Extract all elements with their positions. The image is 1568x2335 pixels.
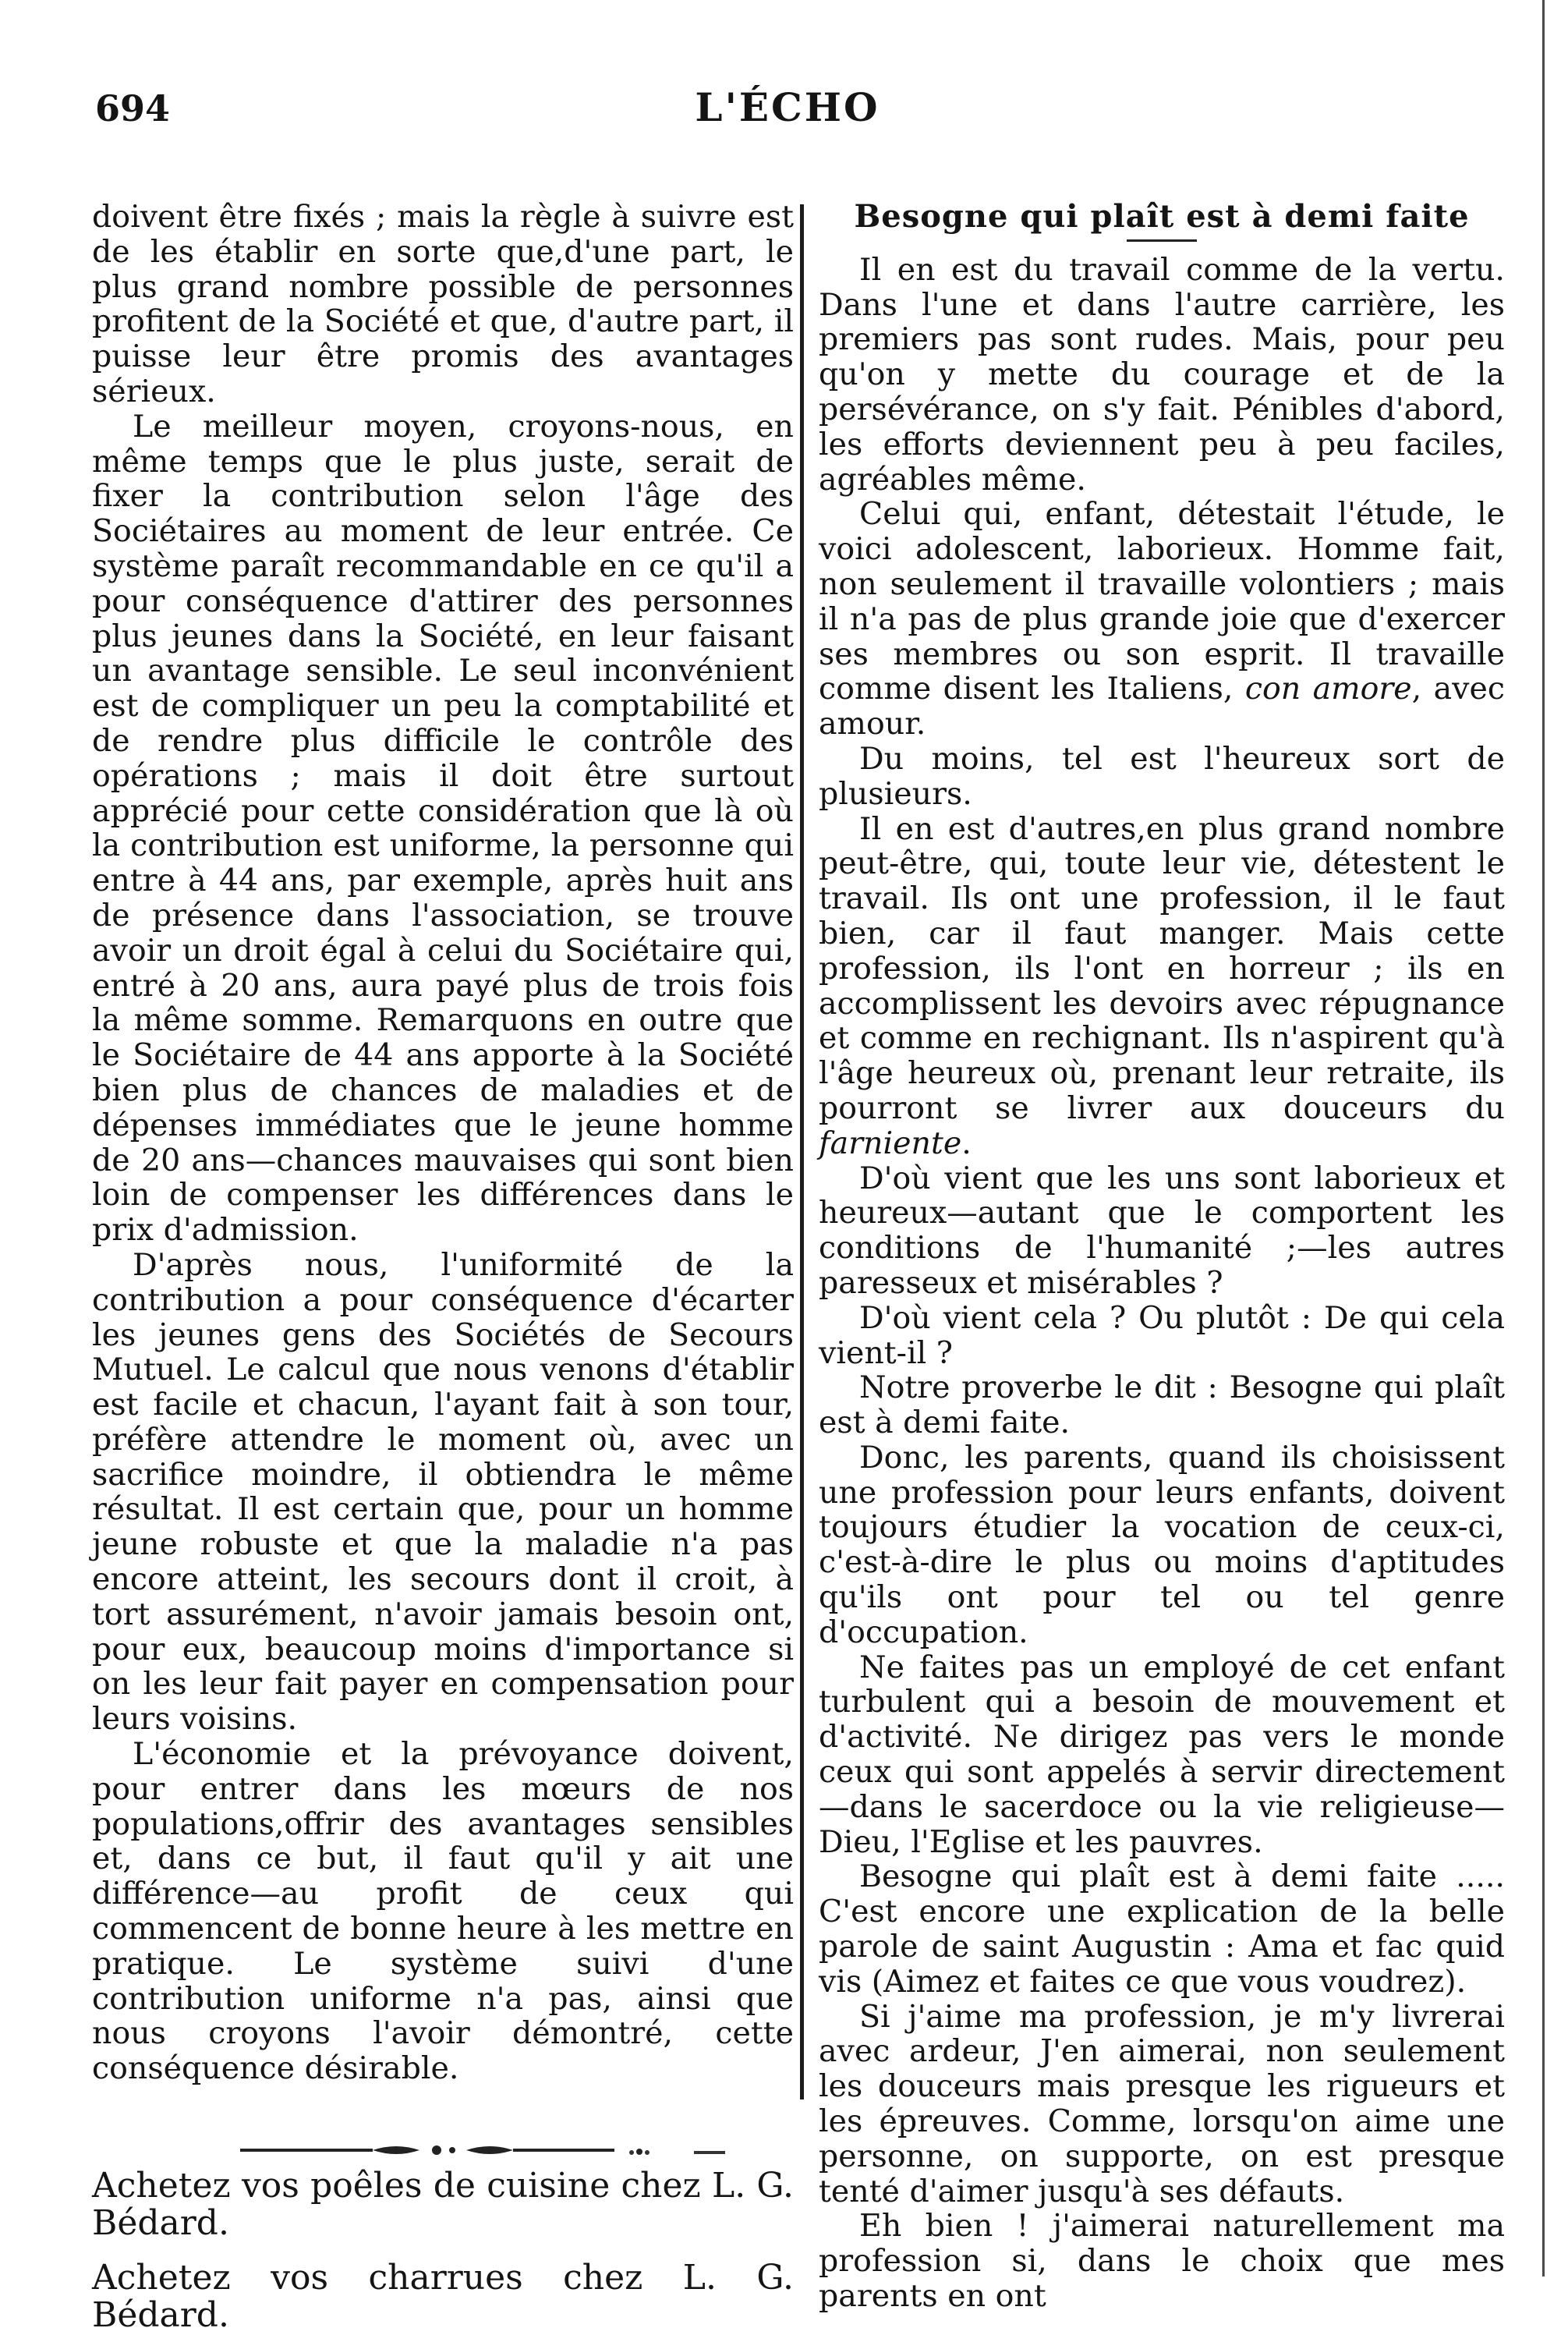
paragraph: Du moins, tel est l'heureux sort de plusieurs. xyxy=(819,740,1505,812)
bottom-ink-marks xyxy=(624,2149,749,2156)
ornamental-divider xyxy=(240,2141,646,2160)
paragraph: Eh bien ! j'aimerai naturellement ma profession si, dans le choix que mes parents en ont xyxy=(819,2208,1505,2315)
paragraph: D'après nous, l'uniformité de la contribution a pour conséquence d'écarter les jeunes gens des Sociétés de Secours Mutuel. Le calcul que nous venons d'établir est facile et chacun, l'ayant fait à son tour, préfère attendre le moment où, avec un sacrifice moindre, il obtiendra le même résultat. Il est certain que, pour un homme jeune robuste et que la maladie n'a pas encore atteint, les secours dont il croit, à tort assurément, n'avoir jamais besoin ont, pour eux, beaucoup moins d'importance si on les leur fait payer en compensation pour leurs voisins. xyxy=(92,1246,794,1738)
paragraph-text: , avec amour. xyxy=(819,671,1505,742)
paragraph: L'économie et la prévoyance doivent, pour entrer dans les mœurs de nos populations,offrir des avantages sensibles et, dans ce but, il faut qu'il y ait une différence—au profit de ceux qui commencent de bonne heure à les mettre en pratique. Le système suivi d'une contribution uniforme n'a pas, ainsi que nous croyons l'avoir démontré, cette conséquence désirable. xyxy=(92,1736,794,2087)
title-rule xyxy=(1127,239,1197,242)
paragraph xyxy=(819,812,1505,1161)
paragraph xyxy=(819,497,1505,742)
right-column xyxy=(819,200,1505,2314)
column-rule xyxy=(800,204,804,2099)
advertisement: Achetez vos poêles de cuisine chez L. G. Bédard. xyxy=(92,2165,794,2243)
left-column xyxy=(92,200,794,2334)
paragraph: Notre proverbe le dit : Besogne qui plaît est à demi faite. xyxy=(819,1369,1505,1441)
paragraph: Ne faites pas un employé de cet enfant turbulent qui a besoin de mouvement et d'activité. Ne dirigez pas vers le monde ceux qui sont appelés à servir directement—dans le sacerdoce ou la vie religieuse—Dieu, l'Eglise et les pauvres. xyxy=(819,1649,1505,1860)
page-number: 694 xyxy=(95,87,171,129)
page-edge-rule xyxy=(1542,0,1545,2277)
paragraph-text: Celui qui, enfant, détestait l'étude, le voici adolescent, laborieux. Homme fait, non seulement il travaille volontiers ; mais il n'a pas de plus grande joie que d'exercer ses membres ou son esprit. Il travaille comme disent les Italiens, xyxy=(819,496,1505,707)
paragraph: D'où vient que les uns sont laborieux et heureux—autant que le comportent les conditions de l'humanité ;—les autres paresseux et misérables ? xyxy=(819,1160,1505,1301)
paragraph: Donc, les parents, quand ils choisissent une profession pour leurs enfants, doivent toujours étudier la vocation de ceux-ci, c'est-à-dire le plus ou moins d'aptitudes qu'ils ont pour tel ou tel genre d'occupation. xyxy=(819,1439,1505,1650)
advertisement: Achetez vos charrues chez L. G. Bédard. xyxy=(92,2257,794,2335)
paragraph-text: Il en est d'autres,en plus grand nombre peut-être, qui, toute leur vie, détestent le travail. Ils ont une profession, il le faut bien, car il faut manger. Mais cette profession, ils l'ont en horreur ; ils en accomplissent les devoirs avec répugnance et comme en rechignant. Ils n'aspirent qu'à l'âge heureux où, prenant leur retraite, ils pourront se livrer aux douceurs du xyxy=(819,810,1505,1126)
paragraph: Besogne qui plaît est à demi faite ..... C'est encore une explication de la belle parole de saint Augustin : Ama et fac quid vis (Aimez et faites ce que vous voudrez). xyxy=(819,1858,1505,2000)
paragraph-text: . xyxy=(961,1125,972,1161)
paragraph: Il en est du travail comme de la vertu. Dans l'une et dans l'autre carrière, les premiers pas sont rudes. Mais, pour peu qu'on y mette du courage et de la persévérance, on s'y fait. Pénibles d'abord, les efforts deviennent peu à peu faciles, agréables même. xyxy=(819,251,1505,498)
paragraph: Si j'aime ma profession, je m'y livrerai avec ardeur, J'en aimerai, non seulement les douceurs mais presque les rigueurs et les épreuves. Comme, lorsqu'on aime une personne, on supporte, on est presque tenté d'aimer jusqu'à ses défauts. xyxy=(819,1998,1505,2209)
paragraph: D'où vient cela ? Ou plutôt : De qui cela vient-il ? xyxy=(819,1299,1505,1371)
article-title: Besogne qui plaît est à demi faite xyxy=(854,198,1470,235)
italic-phrase: farniente xyxy=(819,1125,962,1161)
running-head: L'ÉCHO xyxy=(695,84,880,130)
italic-phrase: con amore xyxy=(1244,671,1412,707)
paragraph: Le meilleur moyen, croyons-nous, en même temps que le plus juste, serait de fixer la contribution selon l'âge des Sociétaires au moment de leur entrée. Ce système paraît recommandable en ce qu'il a pour conséquence d'attirer des personnes plus jeunes dans la Société, en leur faisant un avantage sensible. Le seul inconvénient est de compliquer un peu la comptabilité et de rendre plus difficile le contrôle des opérations ; mais il doit être surtout apprécié pour cette considération que là où la contribution est uniforme, la personne qui entre à 44 ans, par exemple, après huit ans de présence dans l'association, se trouve avoir un droit égal à celui du Sociétaire qui, entré à 20 ans, aura payé plus de trois fois la même somme. Remarquons en outre que le Sociétaire de 44 ans apporte à la Société bien plus de chances de maladies et de dépenses immédiates que le jeune homme de 20 ans—chances mauvaises qui sont bien loin de compenser les différences dans le prix d'admission. xyxy=(92,408,794,1249)
paragraph: doivent être fixés ; mais la règle à suivre est de les établir en sorte que,d'une part, le plus grand nombre possible de personnes profitent de la Société et que, d'autre part, il puisse leur être promis des avantages sérieux. xyxy=(92,199,794,409)
